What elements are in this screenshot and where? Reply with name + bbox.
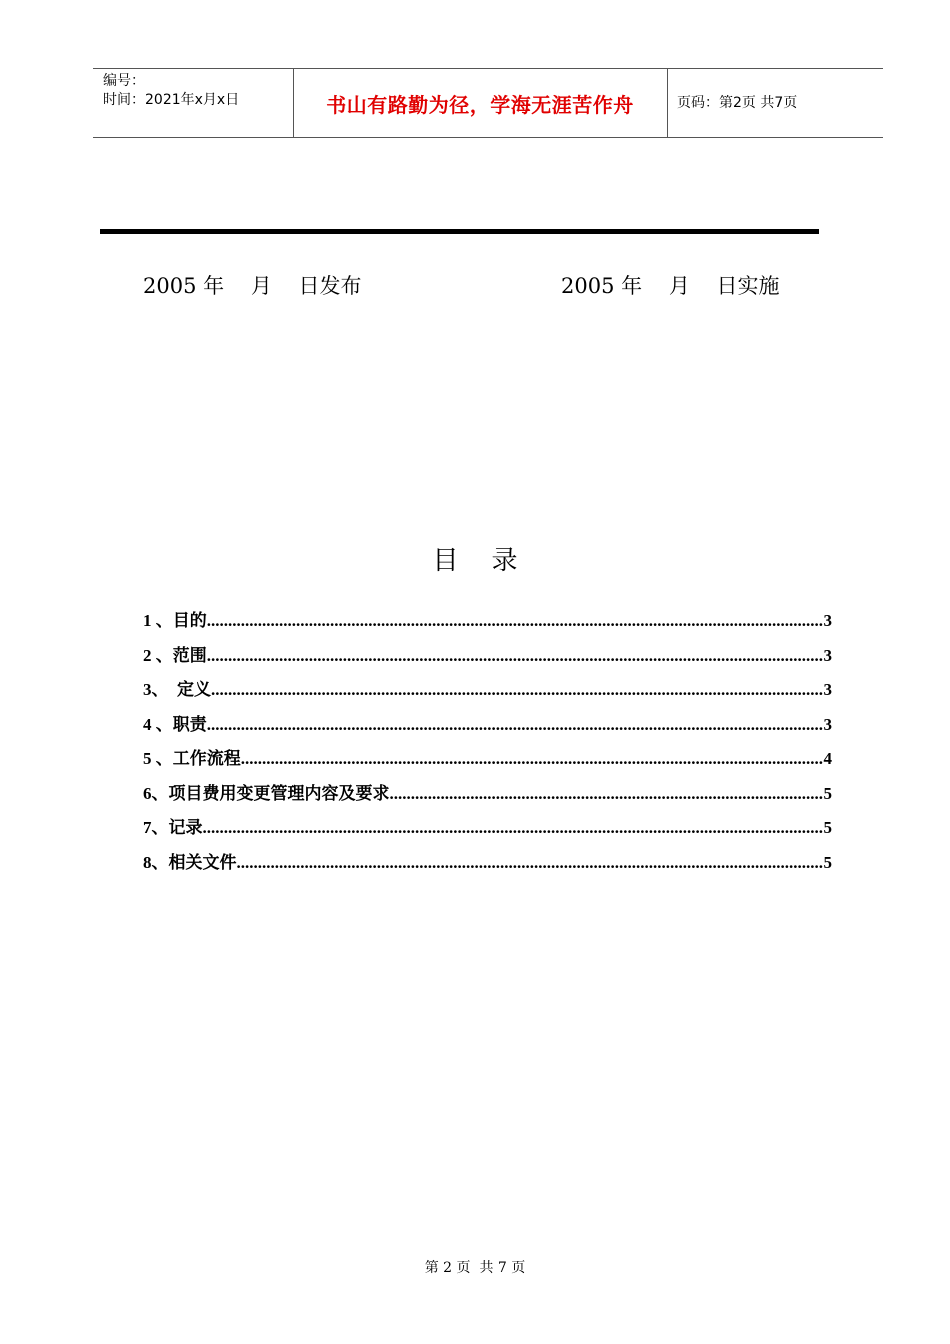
document-header (93, 68, 883, 138)
motto-text: 书山有路勤为径，学海无涯苦作舟 (326, 92, 634, 117)
toc-entry-page: 3 (823, 645, 832, 665)
table-of-contents (143, 606, 832, 882)
toc-leader (211, 680, 823, 700)
toc-entry[interactable] (143, 813, 832, 848)
toc-entry[interactable] (143, 641, 832, 676)
toc-leader (207, 611, 823, 631)
toc-entry-text: 3、 定义 (143, 680, 211, 699)
toc-leader (241, 749, 823, 769)
toc-entry[interactable] (143, 606, 832, 641)
toc-entry-text: 2 、范围 (143, 645, 207, 665)
toc-entry[interactable] (143, 848, 832, 883)
time-label: 时间：2021年x月x日 (103, 92, 240, 108)
toc-leader (203, 818, 823, 838)
toc-entry-page: 3 (823, 611, 832, 630)
toc-leader (390, 784, 823, 804)
toc-entry-text: 4 、职责 (143, 714, 207, 734)
page-label: 页码：第2页 共7页 (677, 95, 798, 111)
page-footer: 第 2 页 共 7 页 (424, 1260, 526, 1276)
header-motto-cell (293, 69, 668, 137)
toc-entry[interactable] (143, 779, 832, 814)
toc-entry-text: 8、相关文件 (143, 852, 237, 872)
toc-leader (207, 715, 823, 735)
header-page-cell (668, 69, 882, 137)
toc-entry[interactable] (143, 710, 832, 745)
toc-entry-page: 3 (823, 680, 832, 699)
toc-entry-text: 6、项目费用变更管理内容及要求 (143, 783, 390, 803)
toc-entry-page: 4 (823, 749, 832, 768)
toc-entry-text: 7、记录 (143, 818, 203, 837)
publish-date: 2005 年 月 日发布 (143, 274, 362, 298)
toc-entry-page: 3 (823, 714, 832, 734)
header-info-cell (93, 69, 294, 137)
toc-entry[interactable] (143, 744, 832, 779)
toc-entry-page: 5 (823, 783, 832, 803)
implement-date: 2005 年 月 日实施 (561, 274, 780, 298)
toc-entry[interactable] (143, 675, 832, 710)
toc-entry-page: 5 (823, 852, 832, 872)
toc-leader (237, 853, 823, 873)
toc-title: 目 录 (432, 546, 518, 576)
toc-leader (207, 646, 823, 666)
serial-label: 编号： (103, 73, 145, 89)
toc-entry-text: 1 、目的 (143, 611, 207, 630)
toc-entry-text: 5 、工作流程 (143, 749, 241, 768)
thick-divider (100, 229, 819, 234)
toc-entry-page: 5 (823, 818, 832, 837)
